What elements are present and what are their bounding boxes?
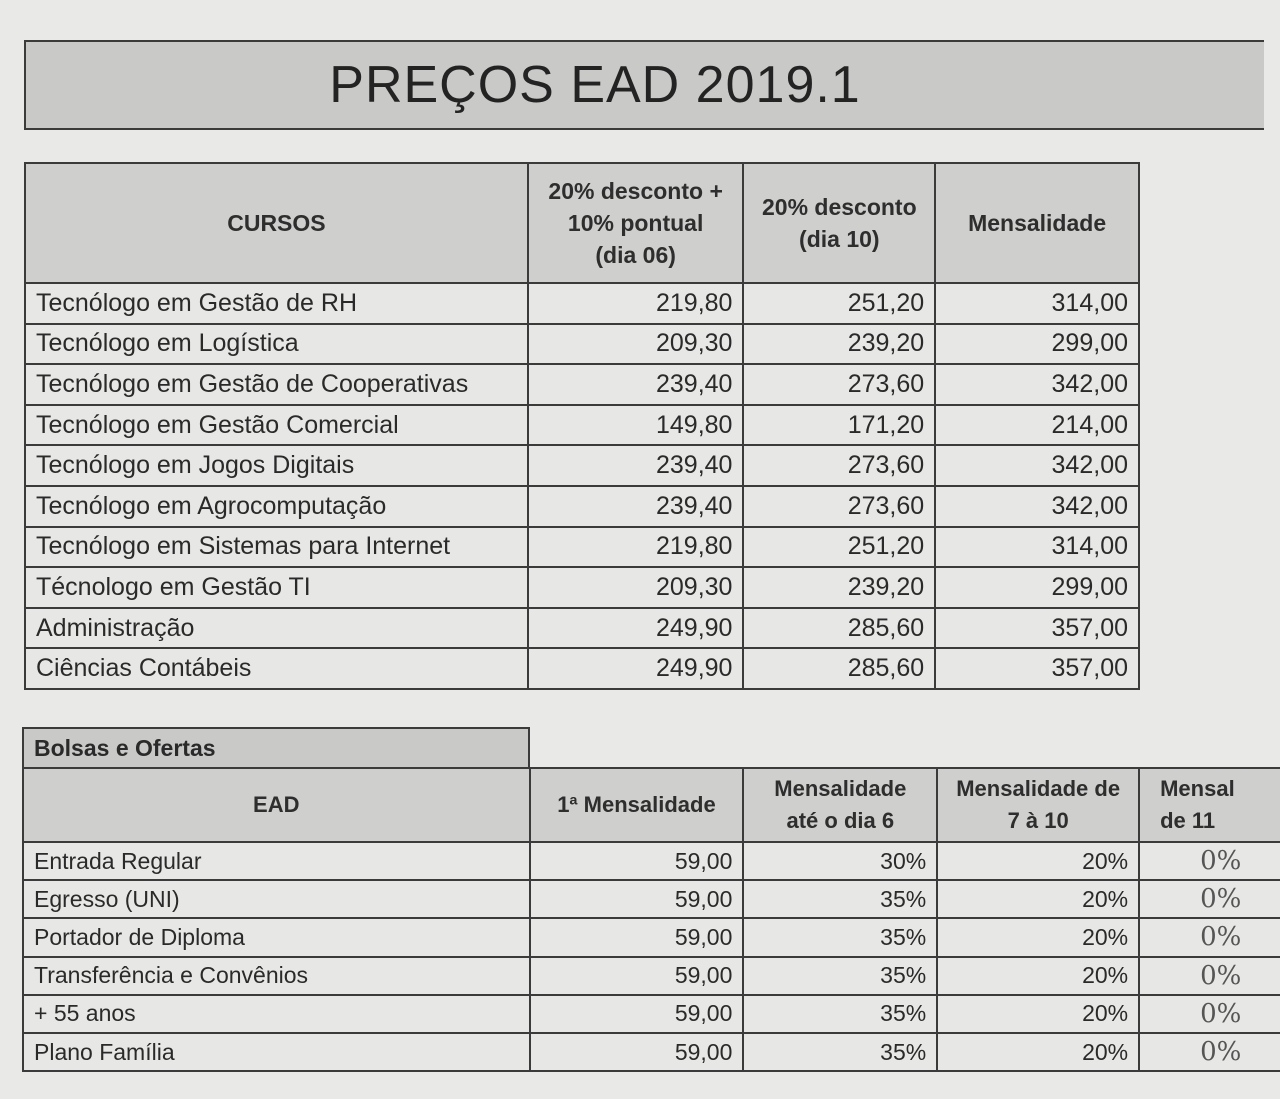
desconto-de-11: 0% bbox=[1139, 880, 1280, 918]
primeira-mensalidade: 59,00 bbox=[530, 995, 744, 1033]
price-pontual: 149,80 bbox=[528, 405, 744, 446]
offer-type: Entrada Regular bbox=[23, 842, 530, 880]
price-mensalidade: 342,00 bbox=[935, 486, 1139, 527]
primeira-mensalidade: 59,00 bbox=[530, 957, 744, 995]
table-row bbox=[25, 445, 1139, 486]
table-row bbox=[23, 880, 1280, 918]
price-desconto: 285,60 bbox=[743, 608, 935, 649]
table-row bbox=[25, 527, 1139, 568]
header-cursos: CURSOS bbox=[25, 163, 528, 283]
price-pontual: 239,40 bbox=[528, 364, 744, 405]
header-mensalidade: Mensalidade bbox=[935, 163, 1139, 283]
header-ate-dia-6: Mensalidade até o dia 6 bbox=[743, 768, 937, 842]
courses-header-row bbox=[25, 163, 1139, 283]
table-row bbox=[25, 283, 1139, 324]
price-pontual: 239,40 bbox=[528, 445, 744, 486]
header-de-11: Mensal de 11 bbox=[1139, 768, 1280, 842]
course-name: Tecnólogo em Gestão de Cooperativas bbox=[25, 364, 528, 405]
table-row bbox=[25, 324, 1139, 365]
desconto-7-a-10: 20% bbox=[937, 842, 1139, 880]
primeira-mensalidade: 59,00 bbox=[530, 842, 744, 880]
primeira-mensalidade: 59,00 bbox=[530, 880, 744, 918]
primeira-mensalidade: 59,00 bbox=[530, 1033, 744, 1071]
price-desconto: 273,60 bbox=[743, 486, 935, 527]
price-desconto: 273,60 bbox=[743, 445, 935, 486]
header-7-a-10: Mensalidade de 7 à 10 bbox=[937, 768, 1139, 842]
table-row bbox=[25, 567, 1139, 608]
price-pontual: 219,80 bbox=[528, 283, 744, 324]
course-name: Tecnólogo em Gestão de RH bbox=[25, 283, 528, 324]
desconto-7-a-10: 20% bbox=[937, 880, 1139, 918]
desconto-ate-6: 35% bbox=[743, 918, 937, 956]
desconto-ate-6: 35% bbox=[743, 957, 937, 995]
desconto-7-a-10: 20% bbox=[937, 995, 1139, 1033]
course-name: Tecnólogo em Agrocomputação bbox=[25, 486, 528, 527]
price-desconto: 239,20 bbox=[743, 324, 935, 365]
table-row bbox=[23, 957, 1280, 995]
price-pontual: 219,80 bbox=[528, 527, 744, 568]
price-pontual: 249,90 bbox=[528, 648, 744, 689]
table-row bbox=[25, 405, 1139, 446]
table-row bbox=[23, 842, 1280, 880]
desconto-ate-6: 35% bbox=[743, 1033, 937, 1071]
price-desconto: 239,20 bbox=[743, 567, 935, 608]
price-pontual: 239,40 bbox=[528, 486, 744, 527]
price-mensalidade: 299,00 bbox=[935, 567, 1139, 608]
offers-table bbox=[22, 767, 1280, 1072]
price-mensalidade: 342,00 bbox=[935, 445, 1139, 486]
table-row bbox=[25, 364, 1139, 405]
course-name: Tecnólogo em Sistemas para Internet bbox=[25, 527, 528, 568]
offers-section-title: Bolsas e Ofertas bbox=[22, 727, 530, 769]
primeira-mensalidade: 59,00 bbox=[530, 918, 744, 956]
table-row bbox=[23, 918, 1280, 956]
header-pontual: 20% desconto + 10% pontual (dia 06) bbox=[528, 163, 744, 283]
header-primeira-mensalidade: 1ª Mensalidade bbox=[530, 768, 744, 842]
desconto-de-11: 0% bbox=[1139, 918, 1280, 956]
table-row bbox=[25, 648, 1139, 689]
price-mensalidade: 342,00 bbox=[935, 364, 1139, 405]
offer-type: Plano Família bbox=[23, 1033, 530, 1071]
price-mensalidade: 214,00 bbox=[935, 405, 1139, 446]
offer-type: Egresso (UNI) bbox=[23, 880, 530, 918]
course-name: Técnologo em Gestão TI bbox=[25, 567, 528, 608]
course-name: Tecnólogo em Jogos Digitais bbox=[25, 445, 528, 486]
offers-header-row bbox=[23, 768, 1280, 842]
desconto-de-11: 0% bbox=[1139, 1033, 1280, 1071]
page-title: PREÇOS EAD 2019.1 bbox=[329, 56, 861, 114]
desconto-7-a-10: 20% bbox=[937, 957, 1139, 995]
price-mensalidade: 357,00 bbox=[935, 608, 1139, 649]
desconto-ate-6: 30% bbox=[743, 842, 937, 880]
header-ead: EAD bbox=[23, 768, 530, 842]
course-name: Tecnólogo em Logística bbox=[25, 324, 528, 365]
price-desconto: 171,20 bbox=[743, 405, 935, 446]
courses-price-table bbox=[24, 162, 1140, 690]
course-name: Tecnólogo em Gestão Comercial bbox=[25, 405, 528, 446]
desconto-de-11: 0% bbox=[1139, 842, 1280, 880]
offer-type: + 55 anos bbox=[23, 995, 530, 1033]
desconto-ate-6: 35% bbox=[743, 880, 937, 918]
desconto-7-a-10: 20% bbox=[937, 1033, 1139, 1071]
offer-type: Portador de Diploma bbox=[23, 918, 530, 956]
price-desconto: 285,60 bbox=[743, 648, 935, 689]
desconto-de-11: 0% bbox=[1139, 957, 1280, 995]
price-mensalidade: 357,00 bbox=[935, 648, 1139, 689]
course-name: Ciências Contábeis bbox=[25, 648, 528, 689]
table-row bbox=[23, 1033, 1280, 1071]
desconto-ate-6: 35% bbox=[743, 995, 937, 1033]
price-mensalidade: 314,00 bbox=[935, 283, 1139, 324]
price-desconto: 273,60 bbox=[743, 364, 935, 405]
price-desconto: 251,20 bbox=[743, 283, 935, 324]
course-name: Administração bbox=[25, 608, 528, 649]
page-title-box bbox=[24, 40, 1264, 130]
price-pontual: 209,30 bbox=[528, 324, 744, 365]
price-pontual: 249,90 bbox=[528, 608, 744, 649]
price-mensalidade: 299,00 bbox=[935, 324, 1139, 365]
price-pontual: 209,30 bbox=[528, 567, 744, 608]
table-row bbox=[23, 995, 1280, 1033]
price-mensalidade: 314,00 bbox=[935, 527, 1139, 568]
price-desconto: 251,20 bbox=[743, 527, 935, 568]
header-desconto: 20% desconto (dia 10) bbox=[743, 163, 935, 283]
table-row bbox=[25, 608, 1139, 649]
offer-type: Transferência e Convênios bbox=[23, 957, 530, 995]
desconto-7-a-10: 20% bbox=[937, 918, 1139, 956]
table-row bbox=[25, 486, 1139, 527]
desconto-de-11: 0% bbox=[1139, 995, 1280, 1033]
